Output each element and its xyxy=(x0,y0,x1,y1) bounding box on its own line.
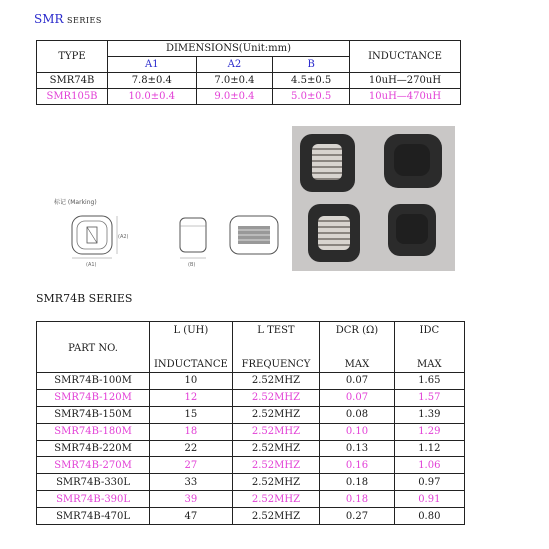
table-row xyxy=(37,373,465,390)
idc-cell: 0.91 xyxy=(394,491,464,508)
idc-cell: 1.65 xyxy=(394,373,464,390)
dim-type: SMR74B xyxy=(37,73,108,89)
part-no-cell: SMR74B-180M xyxy=(37,423,150,440)
dim-label-b: (B) xyxy=(188,262,196,268)
dim-label-a1: (A1) xyxy=(86,262,97,268)
inductor-body-top-right xyxy=(384,134,442,188)
idc-header: IDC xyxy=(394,322,464,351)
dim-b: 4.5±0.5 xyxy=(273,73,350,89)
smr74b-parts-table xyxy=(36,321,465,525)
inductance-cell: 18 xyxy=(150,423,233,440)
part-no-cell: SMR74B-330L xyxy=(37,474,150,491)
table-row xyxy=(37,474,465,491)
table-row xyxy=(37,508,465,525)
idc-cell: 1.57 xyxy=(394,389,464,406)
sub-header-b: B xyxy=(273,57,350,73)
idc-cell: 0.80 xyxy=(394,508,464,525)
frequency-subheader: FREQUENCY xyxy=(232,350,320,373)
part-no-cell: SMR74B-220M xyxy=(37,440,150,457)
part-no-cell: SMR74B-120M xyxy=(37,389,150,406)
sub-header-a1: A1 xyxy=(108,57,197,73)
inductor-body-bottom-right xyxy=(388,204,436,256)
smr74b-series-title: SMR74B SERIES xyxy=(36,292,133,305)
type-header: TYPE xyxy=(37,41,108,73)
dcr-cell: 0.27 xyxy=(320,508,394,525)
dim-a1: 7.8±0.4 xyxy=(108,73,197,89)
product-photo xyxy=(292,126,455,271)
dcr-cell: 0.16 xyxy=(320,457,394,474)
table-row xyxy=(37,406,465,423)
dim-label-a2: (A2) xyxy=(118,234,129,240)
frequency-cell: 2.52MHZ xyxy=(232,508,320,525)
inductance-cell: 15 xyxy=(150,406,233,423)
frequency-cell: 2.52MHZ xyxy=(232,406,320,423)
part-no-cell: SMR74B-470L xyxy=(37,508,150,525)
inductance-cell: 33 xyxy=(150,474,233,491)
dim-a2: 9.0±0.4 xyxy=(196,89,273,105)
dim-b: 5.0±0.5 xyxy=(273,89,350,105)
part-no-cell: SMR74B-390L xyxy=(37,491,150,508)
dim-type: SMR105B xyxy=(37,89,108,105)
inductor-coil-bottom-left xyxy=(308,204,360,262)
table-row xyxy=(37,389,465,406)
inductor-coil-top-left xyxy=(300,134,355,192)
idc-cell: 1.39 xyxy=(394,406,464,423)
dcr-max-subheader: MAX xyxy=(320,350,394,373)
frequency-cell: 2.52MHZ xyxy=(232,457,320,474)
dim-inductance: 10uH—470uH xyxy=(350,89,461,105)
frequency-cell: 2.52MHZ xyxy=(232,491,320,508)
part-no-header: PART NO. xyxy=(37,322,150,373)
sub-header-a2: A2 xyxy=(196,57,273,73)
dcr-cell: 0.18 xyxy=(320,491,394,508)
dim-row xyxy=(37,73,461,89)
l-test-header: L TEST xyxy=(232,322,320,351)
part-no-cell: SMR74B-270M xyxy=(37,457,150,474)
part-no-cell: SMR74B-150M xyxy=(37,406,150,423)
table-row xyxy=(37,440,465,457)
drawing-svg xyxy=(52,196,287,268)
dimensions-header: DIMENSIONS(Unit:mm) xyxy=(108,41,350,57)
frequency-cell: 2.52MHZ xyxy=(232,373,320,390)
marking-label: 标记 (Marking) xyxy=(54,199,97,206)
dcr-cell: 0.10 xyxy=(320,423,394,440)
idc-cell: 1.06 xyxy=(394,457,464,474)
part-no-cell: SMR74B-100M xyxy=(37,373,150,390)
dimension-drawing xyxy=(52,196,287,268)
idc-max-subheader: MAX xyxy=(394,350,464,373)
series-word: SERIES xyxy=(67,16,102,25)
dim-inductance: 10uH—270uH xyxy=(350,73,461,89)
inductance-cell: 22 xyxy=(150,440,233,457)
inductance-cell: 12 xyxy=(150,389,233,406)
inductance-cell: 10 xyxy=(150,373,233,390)
inductance-cell: 39 xyxy=(150,491,233,508)
frequency-cell: 2.52MHZ xyxy=(232,389,320,406)
inductance-subheader: INDUCTANCE xyxy=(150,350,233,373)
idc-cell: 1.12 xyxy=(394,440,464,457)
dimensions-table xyxy=(36,40,461,105)
idc-cell: 0.97 xyxy=(394,474,464,491)
l-uh-header: L (UH) xyxy=(150,322,233,351)
dcr-cell: 0.08 xyxy=(320,406,394,423)
inductance-cell: 27 xyxy=(150,457,233,474)
frequency-cell: 2.52MHZ xyxy=(232,440,320,457)
dim-row xyxy=(37,89,461,105)
series-name: SMR xyxy=(34,12,64,26)
idc-cell: 1.29 xyxy=(394,423,464,440)
dcr-cell: 0.13 xyxy=(320,440,394,457)
dcr-cell: 0.18 xyxy=(320,474,394,491)
table-row xyxy=(37,491,465,508)
table-row xyxy=(37,457,465,474)
inductance-header: INDUCTANCE xyxy=(350,41,461,73)
series-title xyxy=(34,12,102,26)
dcr-cell: 0.07 xyxy=(320,373,394,390)
inductance-cell: 47 xyxy=(150,508,233,525)
dcr-cell: 0.07 xyxy=(320,389,394,406)
dcr-header: DCR (Ω) xyxy=(320,322,394,351)
table-row xyxy=(37,423,465,440)
frequency-cell: 2.52MHZ xyxy=(232,474,320,491)
dim-a2: 7.0±0.4 xyxy=(196,73,273,89)
frequency-cell: 2.52MHZ xyxy=(232,423,320,440)
dim-a1: 10.0±0.4 xyxy=(108,89,197,105)
